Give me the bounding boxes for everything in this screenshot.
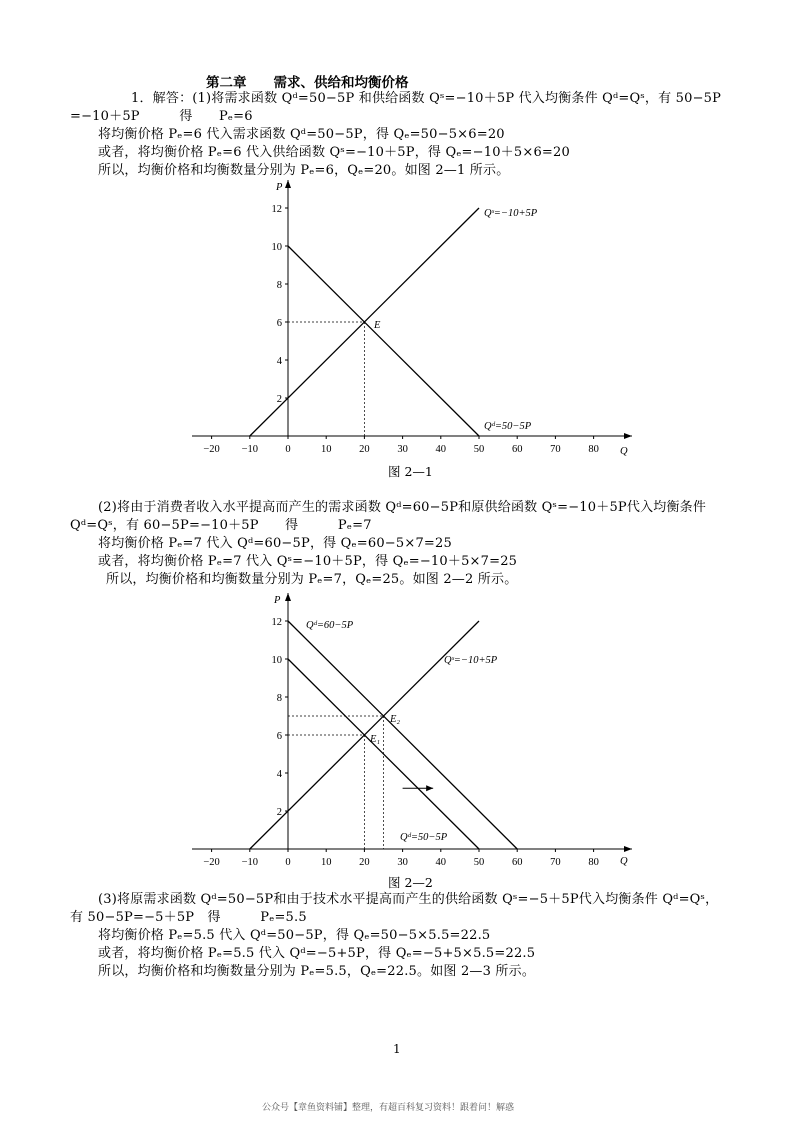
fig1-series-line-1 — [288, 246, 479, 436]
fig1-x-tick-label: 10 — [320, 444, 332, 455]
fig2-new-demand-label: Qᵈ=60−5P — [306, 620, 354, 631]
fig2-x-axis-arrow — [624, 846, 632, 852]
fig1-equilibrium-label: E — [374, 320, 381, 331]
part1-line1: 1．解答：(1)将需求函数 Qᵈ=50−5P 和供给函数 Qˢ=−10＋5P 代入均衡条件 Qᵈ=Qˢ，有 50−5P — [131, 91, 722, 106]
fig1-x-tick-label: 50 — [473, 444, 485, 455]
figure-2-2-chart — [0, 585, 793, 875]
part3-line1: (3)将原需求函数 Qᵈ=50−5P和由于技术水平提高而产生的供给函数 Qˢ=−5＋5P代入均衡条件 Qᵈ=Qˢ， — [98, 892, 719, 907]
part2-line1: (2)将由于消费者收入水平提高而产生的需求函数 Qᵈ=60−5P和原供给函数 Qˢ=−10＋5P代入均衡条件 — [98, 500, 707, 515]
fig1-x-tick-label: 20 — [359, 444, 370, 455]
fig1-y-tick-label: 2 — [276, 394, 282, 405]
fig1-q-axis-label: Q — [620, 446, 628, 457]
part1-line4: 或者，将均衡价格 Pₑ=6 代入供给函数 Qˢ=−10＋5P，得 Qₑ=−10＋5×6=20 — [98, 145, 570, 160]
fig1-y-tick-label: 4 — [276, 356, 282, 367]
fig2-demand-label: Qᵈ=50−5P — [400, 832, 448, 843]
part3-line4: 或者，将均衡价格 Pₑ=5.5 代入 Qᵈ=−5+5P，得 Qₑ=−5+5×5.5=22.5 — [98, 946, 536, 961]
fig2-supply-label: Qˢ=−10+5P — [444, 655, 498, 666]
fig1-y-axis-arrow — [285, 180, 291, 188]
footer-note: 公众号【章鱼资料铺】整理，有超百科复习资料！跟着问！解惑 — [262, 1103, 515, 1113]
fig2-x-tick-label: 10 — [320, 857, 332, 868]
fig1-y-tick-label: 8 — [276, 280, 282, 291]
part2-line4: 或者，将均衡价格 Pₑ=7 代入 Qˢ=−10＋5P，得 Qₑ=−10＋5×7=25 — [98, 554, 518, 569]
part3-line2: 有 50−5P=−5＋5P 得 Pₑ=5.5 — [70, 910, 307, 925]
fig1-supply-label: Qˢ=−10+5P — [484, 208, 538, 219]
fig2-p-axis-label: P — [274, 595, 281, 606]
fig1-y-tick-label: 10 — [271, 242, 282, 253]
fig1-y-tick-label: 6 — [276, 318, 282, 329]
fig2-x-tick-label: 50 — [473, 857, 485, 868]
page-number: 1 — [393, 1042, 401, 1056]
fig1-x-tick-label: −10 — [241, 444, 259, 455]
fig2-q-axis-label: Q — [620, 856, 628, 867]
fig1-x-axis-arrow — [624, 433, 632, 439]
fig2-y-tick-label: 2 — [276, 807, 282, 818]
part3-line5: 所以，均衡价格和均衡数量分别为 Pₑ=5.5，Qₑ=22.5。如图 2—3 所示。 — [98, 964, 536, 979]
fig2-shift-arrow-head — [426, 785, 433, 791]
fig2-e1-label: E₁ — [370, 734, 381, 745]
fig2-y-tick-label: 6 — [276, 731, 282, 742]
part1-line3: 将均衡价格 Pₑ=6 代入需求函数 Qᵈ=50−5P，得 Qₑ=50−5×6=20 — [98, 127, 505, 142]
fig2-y-tick-label: 12 — [271, 617, 282, 628]
fig2-x-tick-label: 80 — [588, 857, 599, 868]
fig1-demand-label: Qᵈ=50−5P — [484, 421, 532, 432]
fig2-x-tick-label: 60 — [511, 857, 523, 868]
fig1-x-tick-label: 60 — [511, 444, 523, 455]
fig2-x-tick-label: 0 — [285, 857, 291, 868]
fig2-y-tick-label: 8 — [276, 693, 282, 704]
fig1-y-tick-label: 12 — [271, 204, 282, 215]
fig2-e2-label: E₂ — [390, 714, 401, 725]
figure1-caption: 图 2—1 — [388, 464, 433, 479]
fig2-y-axis-arrow — [285, 593, 291, 601]
chapter-title: 第二章 需求、供给和均衡价格 — [206, 75, 409, 91]
fig1-x-tick-label: 40 — [435, 444, 447, 455]
fig2-y-tick-label: 10 — [271, 655, 282, 666]
part1-line2: =−10＋5P 得 Pₑ=6 — [70, 109, 253, 124]
part3-line3: 将均衡价格 Pₑ=5.5 代入 Qᵈ=50−5P，得 Qₑ=50−5×5.5=22.5 — [98, 928, 491, 943]
fig1-x-tick-label: 30 — [397, 444, 408, 455]
fig1-x-tick-label: −20 — [203, 444, 220, 455]
fig2-x-tick-label: 30 — [397, 857, 408, 868]
fig1-x-tick-label: 80 — [588, 444, 599, 455]
fig2-x-tick-label: 70 — [550, 857, 561, 868]
part2-line5: 所以，均衡价格和均衡数量分别为 Pₑ=7，Qₑ=25。如图 2—2 所示。 — [106, 572, 518, 587]
fig1-x-tick-label: 0 — [285, 444, 291, 455]
fig2-y-tick-label: 4 — [276, 769, 282, 780]
figure2-caption: 图 2—2 — [388, 875, 433, 890]
figure-2-1-chart — [0, 170, 793, 470]
fig1-x-tick-label: 70 — [550, 444, 561, 455]
fig1-p-axis-label: P — [276, 182, 283, 193]
part2-line3: 将均衡价格 Pₑ=7 代入 Qᵈ=60−5P，得 Qₑ=60−5×7=25 — [98, 536, 452, 551]
part1-line5: 所以，均衡价格和均衡数量分别为 Pₑ=6，Qₑ=20。如图 2—1 所示。 — [98, 163, 510, 178]
fig2-x-tick-label: 40 — [435, 857, 447, 868]
fig2-x-tick-label: −10 — [241, 857, 259, 868]
fig2-x-tick-label: −20 — [203, 857, 220, 868]
part2-line2: Qᵈ=Qˢ，有 60−5P=−10＋5P 得 Pₑ=7 — [70, 518, 372, 533]
fig2-x-tick-label: 20 — [359, 857, 370, 868]
